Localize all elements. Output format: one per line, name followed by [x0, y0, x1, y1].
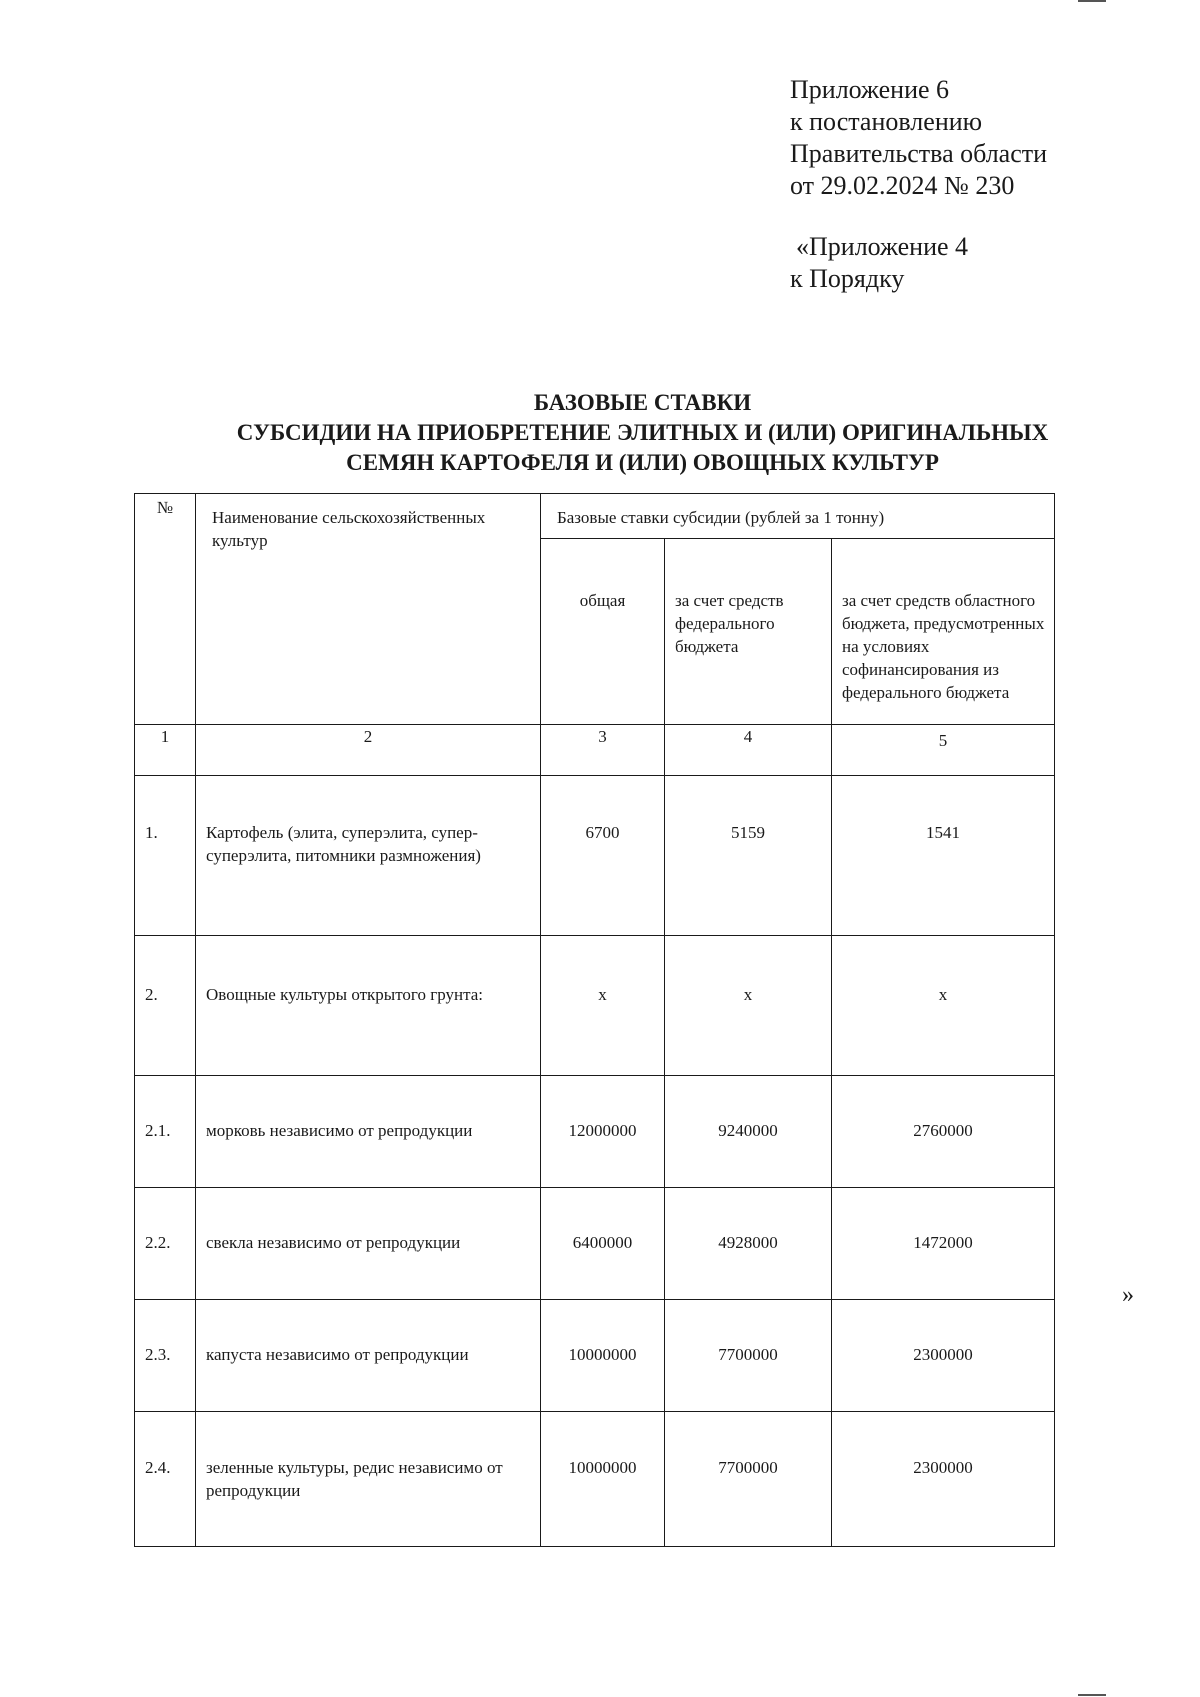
- appendix-line: Правительства области: [790, 139, 1048, 168]
- row-federal: 7700000: [665, 1412, 832, 1547]
- row-federal: 9240000: [665, 1076, 832, 1188]
- header-name: Наименование сельскохозяйственных культур: [196, 494, 541, 725]
- row-federal: 7700000: [665, 1300, 832, 1412]
- column-index: 3: [541, 725, 665, 776]
- row-name: капуста независимо от репродукции: [196, 1300, 541, 1412]
- row-name: зеленные культуры, редис независимо от репродукции: [196, 1412, 541, 1547]
- title-line: СЕМЯН КАРТОФЕЛЯ И (ИЛИ) ОВОЩНЫХ КУЛЬТУР: [346, 450, 939, 475]
- document-title: [150, 388, 1135, 478]
- row-total: 6700: [541, 776, 665, 936]
- appendix-reference-block: [790, 231, 968, 295]
- appendix-line: Приложение 6: [790, 75, 950, 104]
- row-federal: 5159: [665, 776, 832, 936]
- column-index: 2: [196, 725, 541, 776]
- row-total: 10000000: [541, 1412, 665, 1547]
- row-total: 12000000: [541, 1076, 665, 1188]
- row-name: Картофель (элита, суперэлита, супер-суперэлита, питомники размножения): [196, 776, 541, 936]
- row-regional: 2300000: [832, 1300, 1055, 1412]
- header-num: №: [135, 494, 196, 725]
- row-federal: 4928000: [665, 1188, 832, 1300]
- header-rates-group: Базовые ставки субсидии (рублей за 1 тонну): [541, 494, 1055, 539]
- table-row: [135, 1076, 1055, 1188]
- table-row: [135, 1300, 1055, 1412]
- row-total: 10000000: [541, 1300, 665, 1412]
- row-name: свекла независимо от репродукции: [196, 1188, 541, 1300]
- row-num: 2.3.: [135, 1300, 196, 1412]
- table-row: [135, 776, 1055, 936]
- row-total: 6400000: [541, 1188, 665, 1300]
- header-federal: за счет средств федерального бюджета: [665, 539, 832, 725]
- table-row: [135, 1188, 1055, 1300]
- title-line: СУБСИДИИ НА ПРИОБРЕТЕНИЕ ЭЛИТНЫХ И (ИЛИ) ОРИГИНАЛЬНЫХ: [236, 420, 1049, 445]
- row-regional: 2300000: [832, 1412, 1055, 1547]
- closing-quote: »: [1122, 1282, 1134, 1308]
- header-total: общая: [541, 539, 665, 725]
- column-index: 5: [832, 725, 1055, 776]
- row-num: 2.1.: [135, 1076, 196, 1188]
- row-num: 1.: [135, 776, 196, 936]
- column-index: 4: [665, 725, 832, 776]
- scan-artifact: [1078, 0, 1106, 2]
- appendix-reference-line: «Приложение 4: [796, 232, 969, 261]
- row-regional: x: [832, 936, 1055, 1076]
- header-regional: за счет средств областного бюджета, предусмотренных на условиях софинансирования из федерального бюджета: [832, 539, 1055, 725]
- appendix-block: [790, 74, 1047, 202]
- row-num: 2.4.: [135, 1412, 196, 1547]
- row-regional: 2760000: [832, 1076, 1055, 1188]
- appendix-line: к постановлению: [790, 107, 983, 136]
- appendix-reference-line: к Порядку: [790, 264, 905, 293]
- row-num: 2.2.: [135, 1188, 196, 1300]
- column-index-row: [135, 725, 1055, 776]
- appendix-line: от 29.02.2024 № 230: [790, 171, 1015, 200]
- scan-artifact: [1078, 1694, 1106, 1696]
- rates-table: [134, 493, 1055, 1547]
- row-total: x: [541, 936, 665, 1076]
- table-row: [135, 1412, 1055, 1547]
- title-line: БАЗОВЫЕ СТАВКИ: [533, 390, 752, 415]
- row-regional: 1541: [832, 776, 1055, 936]
- row-num: 2.: [135, 936, 196, 1076]
- row-name: Овощные культуры открытого грунта:: [196, 936, 541, 1076]
- table-row: [135, 936, 1055, 1076]
- row-regional: 1472000: [832, 1188, 1055, 1300]
- column-index: 1: [135, 725, 196, 776]
- table-header-row: [135, 494, 1055, 539]
- row-name: морковь независимо от репродукции: [196, 1076, 541, 1188]
- row-federal: x: [665, 936, 832, 1076]
